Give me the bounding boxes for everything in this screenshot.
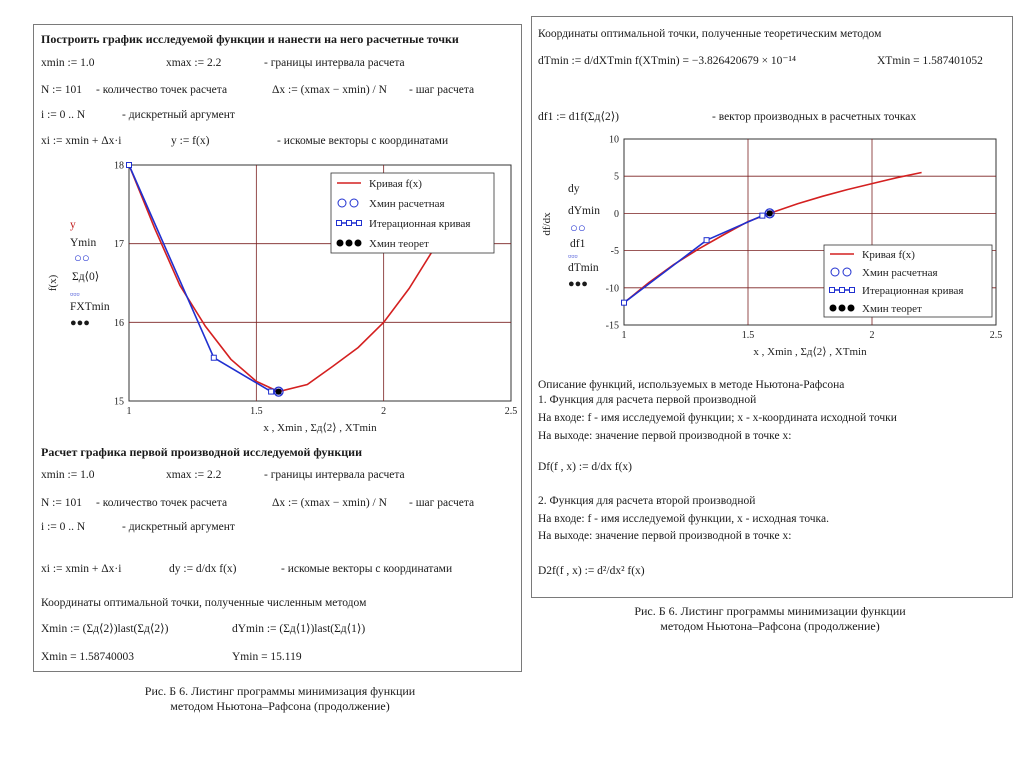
n-def2: N := 101 bbox=[41, 497, 82, 509]
xmin-def2: xmin := 1.0 bbox=[41, 469, 95, 481]
xtmin-value: XTmin = 1.587401052 bbox=[877, 55, 983, 67]
chart2-side-dy: dy bbox=[568, 183, 580, 195]
x-axis-label: x , Xmin , Σд⟨2⟩ , XTmin bbox=[753, 346, 867, 358]
legend-swatch-dot bbox=[337, 240, 344, 247]
n-comment: - количество точек расчета bbox=[96, 84, 228, 96]
chart2-side-df1: df1 bbox=[570, 238, 586, 250]
chart1-side-dots-icon: ●●● bbox=[70, 317, 90, 329]
legend-swatch-square bbox=[840, 288, 845, 293]
left-listing-panel bbox=[33, 24, 522, 672]
xmax-def: xmax := 2.2 bbox=[166, 57, 222, 69]
f1-title: 1. Функция для расчета первой производной bbox=[538, 394, 757, 406]
df1-comment: - вектор производных в расчетных точках bbox=[712, 111, 917, 123]
xi-def: xi := xmin + Δx·i bbox=[41, 135, 122, 147]
dx-comment2: - шаг расчета bbox=[409, 497, 475, 509]
i-def2: i := 0 .. N bbox=[41, 521, 86, 533]
x-tick-label: 2 bbox=[381, 406, 387, 417]
dymin-expr: dYmin := (Σд⟨1⟩)last(Σд⟨1⟩) bbox=[232, 623, 366, 635]
legend-label: Кривая f(x) bbox=[369, 178, 422, 190]
df-def: Df(f , x) := d/dx f(x) bbox=[538, 461, 632, 473]
i-comment2: - дискретный аргумент bbox=[122, 521, 235, 533]
legend-swatch-dot bbox=[848, 305, 855, 312]
y-axis-label: df/dx bbox=[541, 212, 553, 236]
legend-label: Хмин теорет bbox=[862, 303, 922, 315]
dx-def: Δx := (xmax − xmin) / N bbox=[272, 84, 387, 96]
x-tick-label: 2.5 bbox=[989, 330, 1003, 341]
y-axis-label: f(x) bbox=[47, 274, 59, 292]
legend-swatch-dot bbox=[839, 305, 846, 312]
vectors-comment2: - искомые векторы с координатами bbox=[281, 563, 453, 575]
chart1-side-y: y bbox=[70, 219, 76, 231]
legend-swatch-square bbox=[850, 288, 855, 293]
desc-title: Описание функций, используемых в методе Ньютона-Рафсона bbox=[538, 379, 845, 391]
chart1-side-sd: Σд⟨0⟩ bbox=[72, 271, 100, 283]
chart1-side-squares-icon: ▫▫▫ bbox=[70, 289, 80, 299]
chart1-side-ymin: Ymin bbox=[70, 237, 97, 249]
chart2-side-circles-icon: ○○ bbox=[570, 220, 586, 235]
x-tick-label: 2 bbox=[869, 330, 875, 341]
xmin-def: xmin := 1.0 bbox=[41, 57, 95, 69]
legend-label: Хмин теорет bbox=[369, 238, 429, 250]
x-tick-label: 2.5 bbox=[504, 406, 518, 417]
y-def: y := f(x) bbox=[171, 135, 210, 147]
right-listing-panel bbox=[531, 16, 1013, 598]
legend-label: Кривая f(x) bbox=[862, 249, 915, 261]
x-tick-label: 1 bbox=[126, 406, 132, 417]
iteration-point bbox=[211, 355, 216, 360]
legend-swatch-square bbox=[357, 221, 362, 226]
iteration-point bbox=[127, 163, 132, 168]
dx-def2: Δx := (xmax − xmin) / N bbox=[272, 497, 387, 509]
right-caption bbox=[570, 604, 970, 634]
right-caption-line2: методом Ньютона–Рафсона (продолжение) bbox=[660, 619, 880, 633]
iteration-point bbox=[269, 389, 274, 394]
chart1-side-circles-icon: ○○ bbox=[74, 250, 90, 265]
y-tick-label: 0 bbox=[614, 208, 619, 220]
xmax-def2: xmax := 2.2 bbox=[166, 469, 222, 481]
y-tick-label: 15 bbox=[114, 396, 124, 408]
legend-swatch-dot bbox=[346, 240, 353, 247]
left-caption-line1: Рис. Б 6. Листинг программы минимизация функции bbox=[144, 684, 416, 698]
xi-def2: xi := xmin + Δx·i bbox=[41, 563, 122, 575]
chart1-side-fxt: FXTmin bbox=[70, 301, 110, 313]
theoretical-min-point bbox=[276, 389, 282, 395]
i-comment: - дискретный аргумент bbox=[122, 109, 235, 121]
theoretical-min-point bbox=[767, 210, 773, 216]
y-tick-label: -15 bbox=[605, 320, 619, 332]
right-caption-line1: Рис. Б 6. Листинг программы минимизации функции bbox=[634, 604, 906, 618]
n-def: N := 101 bbox=[41, 84, 82, 96]
left-caption bbox=[80, 684, 480, 714]
f1-output: На выходе: значение первой производной в точке x: bbox=[538, 430, 792, 442]
xmin-expr: Xmin := (Σд⟨2⟩)last(Σд⟨2⟩) bbox=[41, 623, 169, 635]
y-tick-label: -10 bbox=[605, 283, 619, 295]
left-caption-line2: методом Ньютона–Рафсона (продолжение) bbox=[170, 699, 390, 713]
legend-swatch-square bbox=[347, 221, 352, 226]
legend-label: Хмин расчетная bbox=[369, 198, 445, 210]
chart2-side-squares-icon: ▫▫▫ bbox=[568, 251, 578, 261]
n-comment2: - количество точек расчета bbox=[96, 497, 228, 509]
chart-df-dx bbox=[532, 129, 1012, 381]
x-tick-label: 1.5 bbox=[741, 330, 755, 341]
section2-title: Расчет графика первой производной исследуемой функции bbox=[41, 445, 362, 459]
legend-swatch-dot bbox=[830, 305, 837, 312]
dtmin-expr: dTmin := d/dXTmin f(XTmin) = −3.826420679 × 10⁻¹⁴ bbox=[538, 55, 796, 67]
f1-input: На входе: f - имя исследуемой функции; x - x-координата исходной точки bbox=[538, 412, 897, 424]
theory-title: Координаты оптимальной точки, полученные теоретическим методом bbox=[538, 28, 882, 40]
chart2-side-dymin: dYmin bbox=[568, 205, 600, 217]
interval-comment2: - границы интервала расчета bbox=[264, 469, 405, 481]
vectors-comment: - искомые векторы с координатами bbox=[277, 135, 449, 147]
x-tick-label: 1.5 bbox=[250, 406, 263, 417]
y-tick-label: 5 bbox=[614, 171, 619, 183]
y-tick-label: 16 bbox=[114, 317, 124, 329]
y-tick-label: 17 bbox=[114, 239, 124, 251]
dy-def: dy := d/dx f(x) bbox=[169, 563, 237, 575]
y-tick-label: -5 bbox=[610, 246, 619, 258]
legend-label: Хмин расчетная bbox=[862, 267, 938, 279]
y-tick-label: 18 bbox=[114, 160, 124, 172]
section1-title: Построить график исследуемой функции и нанести на него расчетные точки bbox=[41, 32, 459, 46]
chart-f-x bbox=[34, 155, 521, 445]
xmin-value: Xmin = 1.58740003 bbox=[41, 651, 135, 663]
d2f-def: D2f(f , x) := d²/dx² f(x) bbox=[538, 565, 645, 577]
chart2-side-dots-icon: ●●● bbox=[568, 278, 588, 290]
legend-label: Итерационная кривая bbox=[369, 218, 471, 230]
iteration-point bbox=[760, 213, 765, 218]
legend-swatch-dot bbox=[355, 240, 362, 247]
df1-def: df1 := d1f(Σд⟨2⟩) bbox=[538, 111, 620, 123]
x-tick-label: 1 bbox=[621, 330, 627, 341]
iteration-point bbox=[622, 300, 627, 305]
legend-swatch-square bbox=[337, 221, 342, 226]
f2-output: На выходе: значение первой производной в точке x: bbox=[538, 530, 792, 542]
chart2-side-dtmin: dTmin bbox=[568, 262, 599, 274]
interval-comment: - границы интервала расчета bbox=[264, 57, 405, 69]
f2-input: На входе: f - имя исследуемой функции, x - исходная точка. bbox=[538, 513, 829, 525]
numeric-title: Координаты оптимальной точки, полученные численным методом bbox=[41, 597, 367, 609]
legend-label: Итерационная кривая bbox=[862, 285, 964, 297]
iteration-point bbox=[704, 238, 709, 243]
i-def: i := 0 .. N bbox=[41, 109, 86, 121]
x-axis-label: x , Xmin , Σд⟨2⟩ , XTmin bbox=[263, 422, 377, 434]
legend-swatch-square bbox=[830, 288, 835, 293]
dx-comment: - шаг расчета bbox=[409, 84, 475, 96]
ymin-value: Ymin = 15.119 bbox=[232, 651, 302, 663]
f2-title: 2. Функция для расчета второй производной bbox=[538, 495, 756, 507]
y-tick-label: 10 bbox=[609, 134, 619, 146]
